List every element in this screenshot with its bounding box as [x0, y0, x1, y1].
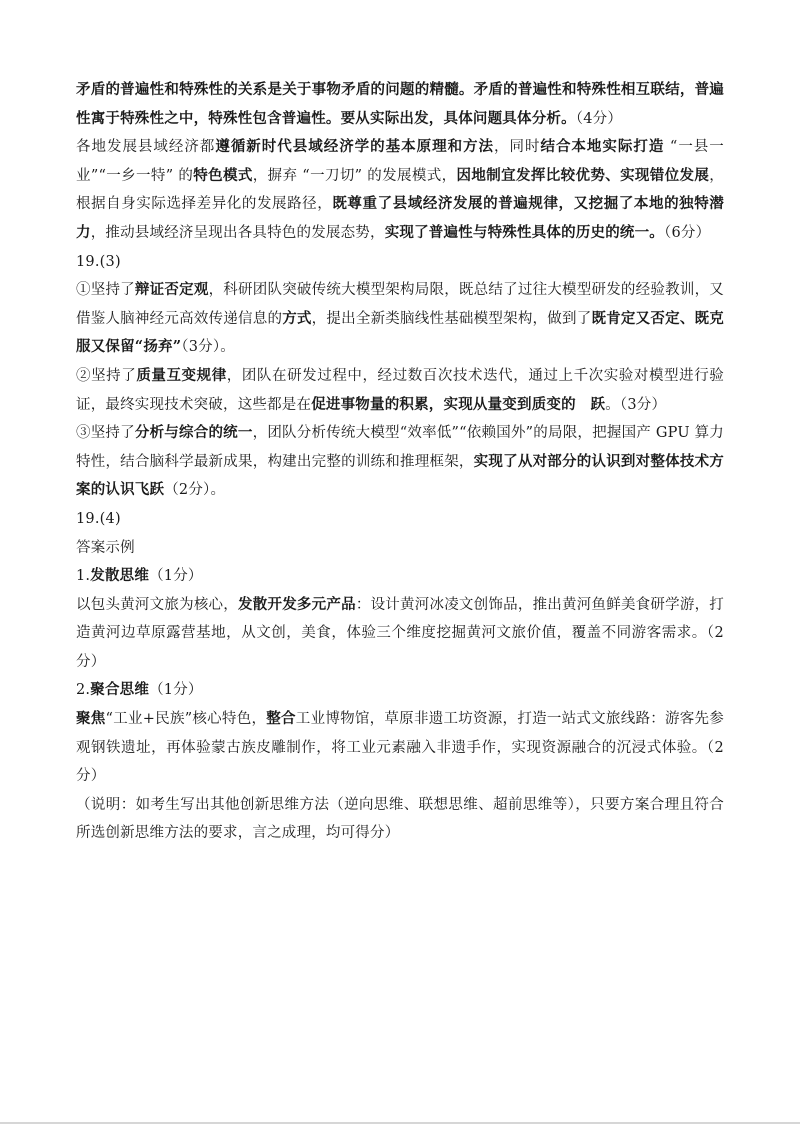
- key-point: 质量互变规律: [136, 366, 227, 384]
- q19-3-item-3: ③坚持了分析与综合的统一，团队分析传统大模型“效率低”“依赖国外”的局限，把握国产 GPU 算力特性，结合脑科学最新成果，构建出完整的训练和推理框架，实现了从对部分的认识到对整体技术方案的认识飞跃（2分）。: [76, 424, 724, 499]
- sample-1-heading: 1.发散思维（1分）: [76, 567, 203, 585]
- key-point: 遵循新时代县域经济学的基本原理和方法: [215, 138, 495, 156]
- score: （6分）: [664, 224, 711, 241]
- score: （1分）: [149, 568, 203, 585]
- key-point: 发散开发多元产品: [238, 595, 356, 613]
- key-point: 实现了从对部分的认识到对整体技术方案的认识飞跃: [76, 452, 724, 499]
- score: （4分）: [575, 110, 623, 127]
- key-point: 因地制宜发挥比较优势、实现错位发展: [456, 166, 710, 184]
- grading-note: （说明：如考生写出其他创新思维方法（逆向思维、联想思维、超前思维等），只要方案合理且符合所选创新思维方法的要求，言之成理，均可得分）: [76, 796, 724, 842]
- score: （2分）: [76, 739, 724, 785]
- q18-paragraph-2: 各地发展县域经济都遵循新时代县域经济学的基本原理和方法，同时结合本地实际打造 “一县一业”“一乡一特” 的特色模式，摒弃 “一刀切” 的发展模式，因地制宜发挥比较优势、实现错位发展，根据自身实际选择差异化的发展路径，既尊重了县域经济发展的普遍规律，又挖掘了本地的独特潜力，推动县域经济呈现出各具特色的发展态势，实现了普遍性与特殊性具体的历史的统一。（6分）: [76, 138, 725, 241]
- key-point: 聚焦: [76, 710, 106, 728]
- key-point: 促进事物量的积累，实现从量变到质变的 跃: [311, 395, 606, 413]
- answer-content: [76, 76, 724, 848]
- key-point: 特色模式: [193, 166, 253, 184]
- score: （1分）: [149, 682, 203, 699]
- q19-3-item-2: ②坚持了质量互变规律，团队在研发过程中，经过数百次技术迭代，通过上千次实验对模型进行验证，最终实现技术突破，这些都是在促进事物量的积累，实现从量变到质变的 跃。（3分）: [76, 366, 724, 413]
- sample-2-heading: 2.聚合思维（1分）: [76, 681, 203, 699]
- key-point: 方式: [282, 309, 312, 327]
- key-point: 分析与综合的统一: [134, 424, 253, 442]
- sample-1-body: 以包头黄河文旅为核心，发散开发多元产品：设计黄河冰凌文创饰品，推出黄河鱼鲜美食研学游，打造黄河边草原露营基地，从文创，美食，体验三个维度挖掘黄河文旅价值，覆盖不同游客需求。（2分）: [76, 595, 725, 670]
- key-point: 整合: [266, 710, 296, 728]
- score: （3分）。: [181, 339, 236, 356]
- key-point: 矛盾的普遍性和特殊性的关系是关于事物矛盾的问题的精髓。矛盾的普遍性和特殊性相互联结，普遍性寓于特殊性之中，特殊性包含普遍性。要从实际出发，具体问题具体分析。: [76, 81, 724, 127]
- key-point: 既肯定又否定、既克服又保留“扬弃”: [76, 309, 724, 356]
- key-point: 既尊重了县域经济发展的普遍规律，又挖掘了本地的独特潜力: [76, 195, 725, 241]
- sample-2-body: 聚焦“工业+民族”核心特色，整合工业博物馆，草原非遗工坊资源，打造一站式文旅线路：游客先参观钢铁遗址，再体验蒙古族皮雕制作，将工业元素融入非遗手作，实现资源融合的沉浸式体验。（2分）: [76, 710, 725, 785]
- page-bottom-edge: [0, 1122, 800, 1124]
- score: （2分）: [76, 625, 724, 670]
- key-point: 聚合思维: [90, 681, 150, 699]
- sample-answer-label: 答案示例: [76, 539, 135, 556]
- score: （2分）。: [164, 482, 226, 499]
- score: 。（3分）: [605, 396, 667, 413]
- key-point: 辩证否定观: [134, 281, 209, 299]
- q19-4-heading: 19.(4): [76, 510, 121, 527]
- key-point: 实现了普遍性与特殊性具体的历史的统一。: [384, 223, 665, 241]
- q19-3-item-1: ①坚持了辩证否定观，科研团队突破传统大模型架构局限，既总结了过往大模型研发的经验教训，又借鉴人脑神经元高效传递信息的方式，提出全新类脑线性基础模型架构，做到了既肯定又否定、既克服又保留“扬弃”（3分）。: [76, 281, 724, 356]
- key-point: 发散思维: [90, 567, 150, 585]
- q18-paragraph-1: [76, 76, 724, 133]
- key-point: 结合本地实际打造: [540, 138, 665, 156]
- q19-3-heading: 19.(3): [76, 253, 121, 270]
